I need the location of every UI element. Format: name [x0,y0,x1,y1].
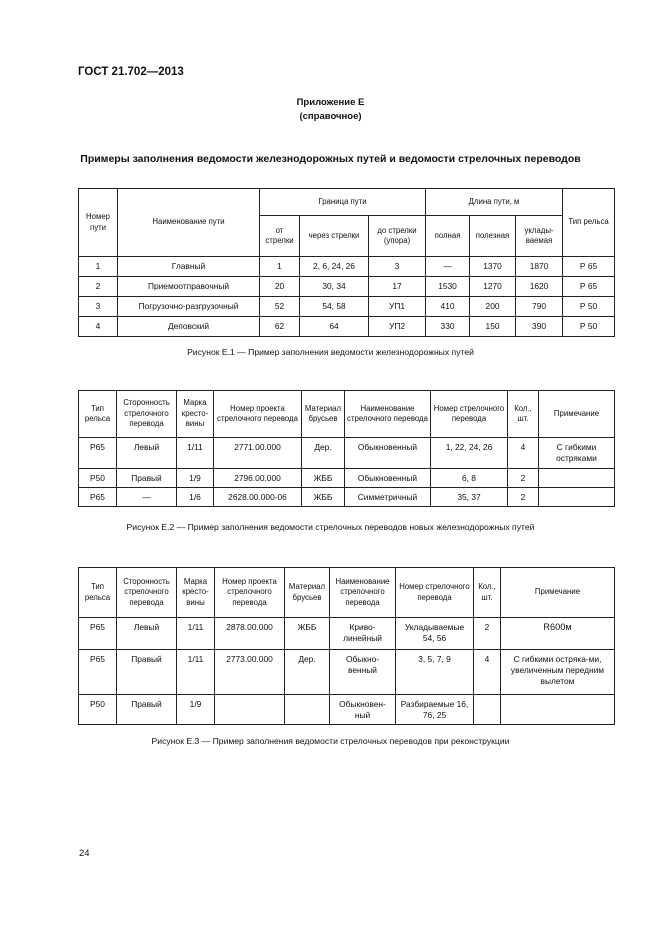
table-cell: 1/9 [177,695,215,725]
table-cell: 3 [79,297,118,317]
table-row [79,297,615,317]
table-row [79,488,615,507]
table-cell: Правый [117,695,177,725]
table-cell: 1/11 [177,650,215,695]
table-cell: Р50 [79,469,117,488]
page-number: 24 [79,848,90,859]
header-quantity: Кол., шт. [508,391,539,438]
header-note: Примечание [539,391,615,438]
table-cell: Р65 [79,618,117,650]
table-cell: 2771.00.000 [214,438,302,469]
header-switch-name: Наименование стрелочного перевода [345,391,431,438]
table-cell: — [117,488,177,507]
table-cell: 1530 [426,277,470,297]
table-cell: 1/11 [177,618,215,650]
table-cell: Обыкновенный [345,438,431,469]
table-cell: 2796.00.000 [214,469,302,488]
header-switch-number: Номер стрелочного перевода [396,568,474,618]
table-cell: Р50 [79,695,117,725]
table-cell: 4 [508,438,539,469]
table-row [79,317,615,337]
appendix-heading [0,96,661,124]
table-cell: 2773.00.000 [215,650,285,695]
header-track-name: Наименование пути [118,189,260,257]
table-cell: Криво-линейный [330,618,396,650]
header-quantity: Кол., шт. [474,568,501,618]
table-cell: 2878.00.000 [215,618,285,650]
table-cell: Правый [117,650,177,695]
table-cell: 3 [369,257,426,277]
table-cell: Левый [117,438,177,469]
table-cell: 2, 6, 24, 26 [300,257,369,277]
table-cell: Главный [118,257,260,277]
main-heading: Примеры заполнения ведомости железнодорожных путей и ведомости стрелочных переводов [80,153,581,165]
header-to-switch: до стрелки (упора) [369,216,426,257]
table-cell: ЖББ [285,618,330,650]
table-cell: 35, 37 [431,488,508,507]
table-cell: Р 50 [563,297,615,317]
table-cell: 4 [474,650,501,695]
table-cell: 1/6 [177,488,214,507]
header-track-length: Длина пути, м [426,189,563,216]
table-cell: 30, 34 [300,277,369,297]
table-cell: Приемоотправочный [118,277,260,297]
header-laid-length: уклады-ваемая [516,216,563,257]
table-cell: 330 [426,317,470,337]
table-row [79,438,615,469]
table-cell: 52 [260,297,300,317]
header-track-boundary: Граница пути [260,189,426,216]
table-cell: Р 50 [563,317,615,337]
header-useful-length: полезная [470,216,516,257]
table-cell [474,695,501,725]
table-cell: 2 [79,277,118,297]
table-cell: Разбираемые 16, 76, 25 [396,695,474,725]
table-cell: С гибкими остряка-ми, увеличенным передним вылетом [501,650,615,695]
table-cell: 1/11 [177,438,214,469]
header-frog-grade: Марка кресто-вины [177,568,215,618]
table-cell: Р65 [79,488,117,507]
table-cell: 1, 22, 24, 26 [431,438,508,469]
table-cell: 2 [508,469,539,488]
appendix-title: Приложение Е [296,97,365,108]
table-cell: Р65 [79,438,117,469]
header-track-number: Номер пути [79,189,118,257]
figure-caption-e3: Рисунок Е.3 — Пример заполнения ведомости стрелочных переводов при реконструкции [151,736,510,746]
table-cell: 54, 58 [300,297,369,317]
header-switch-number: Номер стрелочного перевода [431,391,508,438]
table-cell: 1870 [516,257,563,277]
table-cell [215,695,285,725]
table-cell: 2 [508,488,539,507]
table-cell: 3, 5, 7, 9 [396,650,474,695]
table-cell: УП1 [369,297,426,317]
appendix-note: (справочное) [299,111,362,122]
table-cell: Р 65 [563,257,615,277]
table-cell: Дер. [302,438,345,469]
header-rail-type: Тип рельса [79,391,117,438]
table-cell [285,695,330,725]
header-project-number: Номер проекта стрелочного перевода [215,568,285,618]
table-cell: 390 [516,317,563,337]
header-full-length: полная [426,216,470,257]
header-sleeper-material: Материал брусьев [285,568,330,618]
figure-caption-e1: Рисунок Е.1 — Пример заполнения ведомости железнодорожных путей [187,347,474,357]
header-through-switches: через стрелки [300,216,369,257]
header-frog-grade: Марка кресто-вины [177,391,214,438]
table-cell: 62 [260,317,300,337]
table-cell: R600м [501,618,615,650]
table-cell [539,469,615,488]
table-cell: ЖББ [302,469,345,488]
header-rail-type: Тип рельса [79,568,117,618]
table-cell: 1370 [470,257,516,277]
table-cell [539,488,615,507]
table-cell [501,695,615,725]
figure-caption-e2: Рисунок Е.2 — Пример заполнения ведомости стрелочных переводов новых железнодорожных путей [126,522,535,532]
table-cell: 4 [79,317,118,337]
table-cell: Обыкно-венный [330,650,396,695]
table-row [79,650,615,695]
table-row [79,695,615,725]
header-switch-side: Сторонность стрелочного перевода [117,568,177,618]
table-cell: 1 [79,257,118,277]
table-cell: 20 [260,277,300,297]
header-note: Примечание [501,568,615,618]
header-rail-type: Тип рельса [563,189,615,257]
table-cell: — [426,257,470,277]
table-cell: 150 [470,317,516,337]
table-cell: Дер. [285,650,330,695]
table-cell: 1270 [470,277,516,297]
table-cell: 64 [300,317,369,337]
table-cell: 790 [516,297,563,317]
table-cell: Р65 [79,650,117,695]
table-row [79,618,615,650]
header-switch-name: Наименование стрелочного перевода [330,568,396,618]
table-row [79,469,615,488]
table-cell: Симметричный [345,488,431,507]
table-cell: 2628.00.000-06 [214,488,302,507]
table-cell: Обыкновен-ный [330,695,396,725]
table-cell: 6, 8 [431,469,508,488]
table-cell: Левый [117,618,177,650]
table-cell: 1/9 [177,469,214,488]
table-cell: Укладываемые 54, 56 [396,618,474,650]
table-cell: 1 [260,257,300,277]
table-cell: Деповский [118,317,260,337]
railway-tracks-table [78,188,615,337]
header-from-switch: от стрелки [260,216,300,257]
table-cell: 2 [474,618,501,650]
switches-reconstruction-table [78,567,615,725]
table-cell: Погрузочно-разгрузочный [118,297,260,317]
table-cell: УП2 [369,317,426,337]
document-id: ГОСТ 21.702—2013 [78,66,184,78]
table-cell: 17 [369,277,426,297]
table-row [79,277,615,297]
table-cell: Р 65 [563,277,615,297]
table-cell: 410 [426,297,470,317]
table-cell: Правый [117,469,177,488]
header-project-number: Номер проекта стрелочного перевода [214,391,302,438]
header-switch-side: Сторонность стрелочного перевода [117,391,177,438]
switches-new-tracks-table [78,390,615,507]
table-cell: 200 [470,297,516,317]
header-sleeper-material: Материал брусьев [302,391,345,438]
table-row [79,257,615,277]
table-cell: С гибкими остряками [539,438,615,469]
table-cell: ЖББ [302,488,345,507]
table-cell: 1620 [516,277,563,297]
table-cell: Обыкновенный [345,469,431,488]
